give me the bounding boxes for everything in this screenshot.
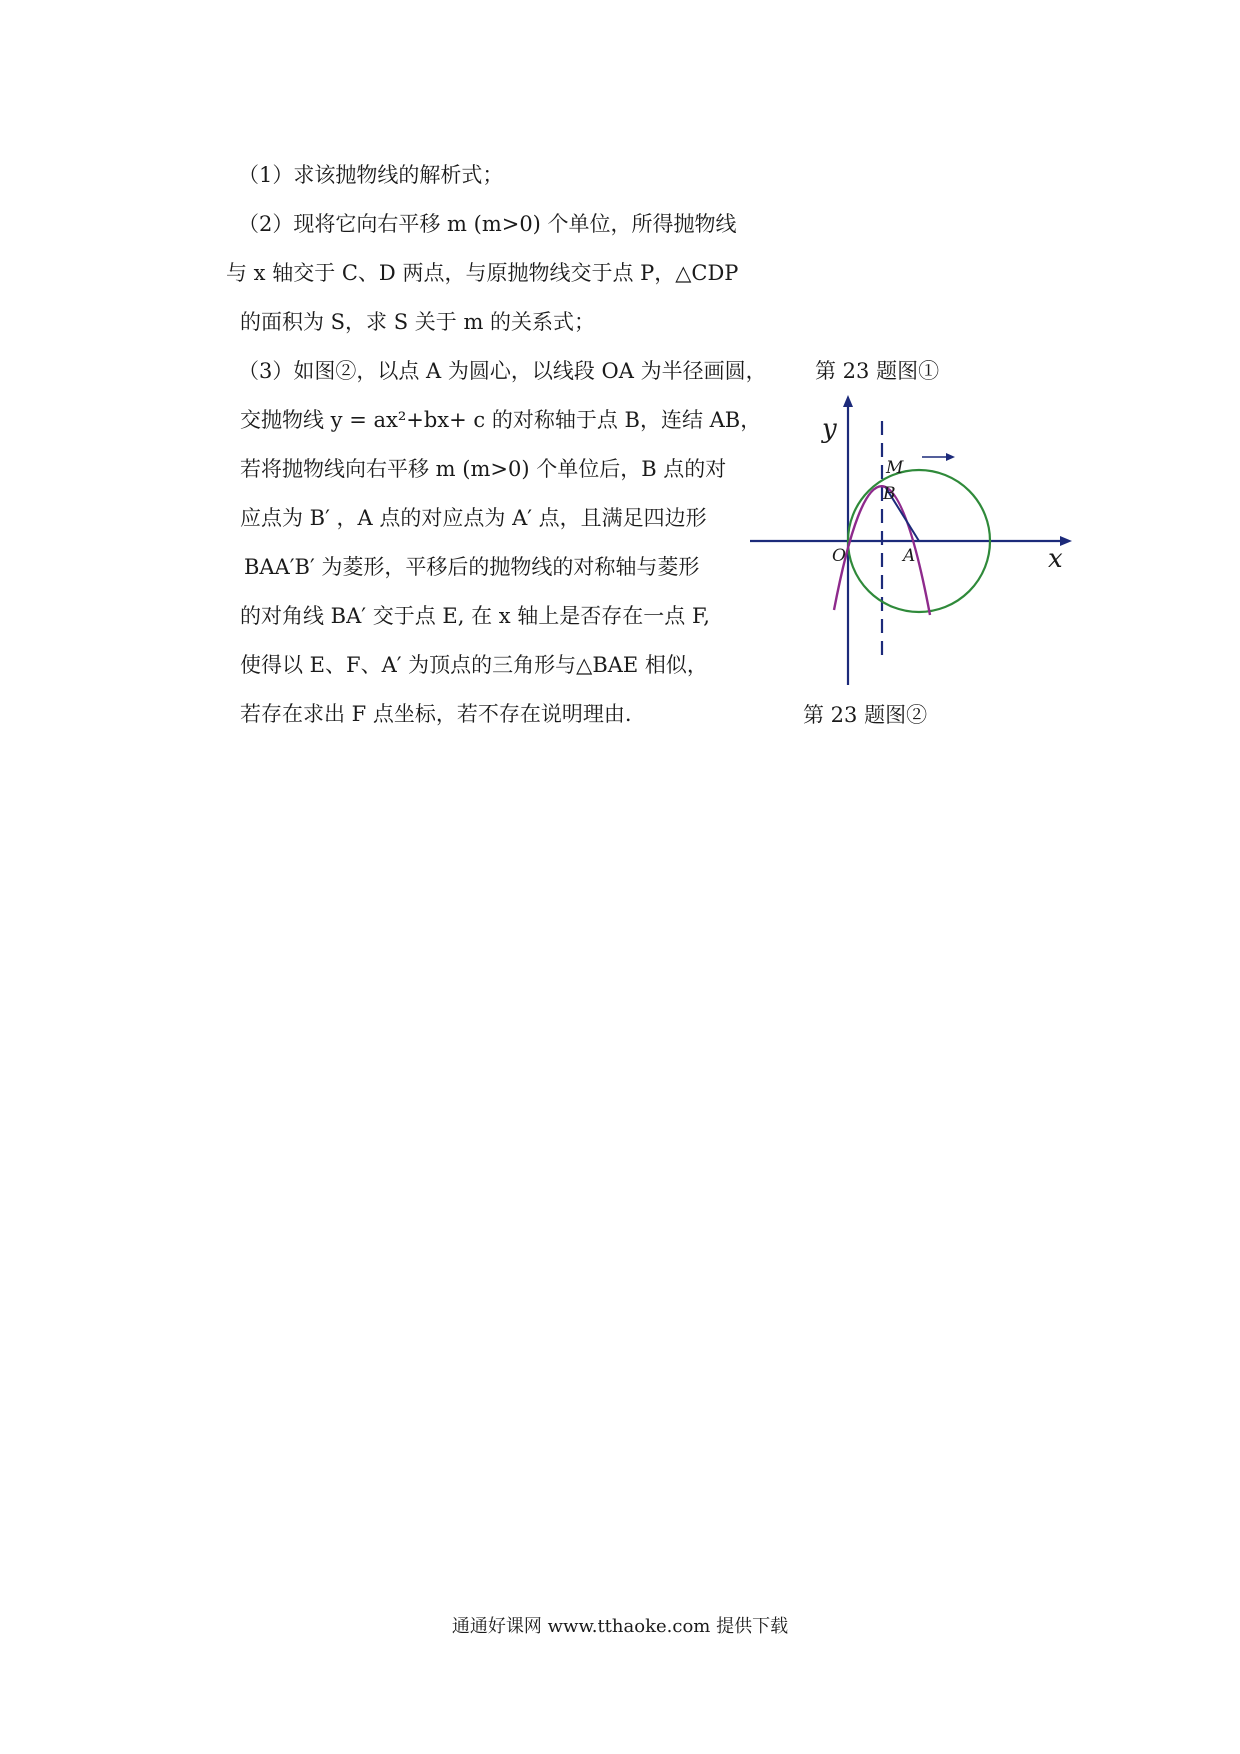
figure-caption-2: 第 23 题图②: [803, 703, 928, 727]
problem-line-3: 与 x 轴交于 C、D 两点，与原抛物线交于点 P，△CDP: [226, 261, 739, 285]
problem-line-8: 应点为 B′ ，A 点的对应点为 A′ 点，且满足四边形: [240, 506, 707, 530]
origin-label: O: [832, 546, 846, 566]
problem-line-4: 的面积为 S，求 S 关于 m 的关系式；: [240, 310, 596, 334]
problem-line-5: （3）如图②，以点 A 为圆心，以线段 OA 为半径画圆，: [238, 359, 767, 383]
problem-line-7: 若将抛物线向右平移 m (m>0) 个单位后，B 点的对: [240, 457, 727, 481]
point-m-label: M: [886, 458, 904, 478]
x-axis-label: x: [1048, 544, 1063, 574]
problem-line-10: 的对角线 BA′ 交于点 E, 在 x 轴上是否存在一点 F,: [240, 604, 710, 628]
point-b-label: B: [883, 484, 896, 504]
figure-caption-1: 第 23 题图①: [815, 359, 940, 383]
y-axis-arrow-icon: [843, 395, 853, 407]
page-footer: 通通好课网 www.tthaoke.com 提供下载: [451, 1616, 789, 1637]
point-a-label: A: [903, 546, 916, 566]
coordinate-figure: [750, 395, 1080, 685]
problem-line-1: （1）求该抛物线的解析式；: [238, 163, 504, 187]
problem-line-9: BAA′B′ 为菱形，平移后的抛物线的对称轴与菱形: [244, 555, 700, 579]
problem-line-6: 交抛物线 y = ax²+bx+ c 的对称轴于点 B，连结 AB，: [240, 408, 762, 432]
problem-line-11: 使得以 E、F、A′ 为顶点的三角形与△BAE 相似，: [240, 653, 708, 677]
problem-line-2: （2）现将它向右平移 m (m>0) 个单位，所得抛物线: [238, 212, 737, 236]
y-axis-label: y: [822, 414, 837, 444]
problem-line-12: 若存在求出 F 点坐标，若不存在说明理由.: [240, 702, 632, 726]
shift-arrow-icon: [946, 453, 955, 461]
